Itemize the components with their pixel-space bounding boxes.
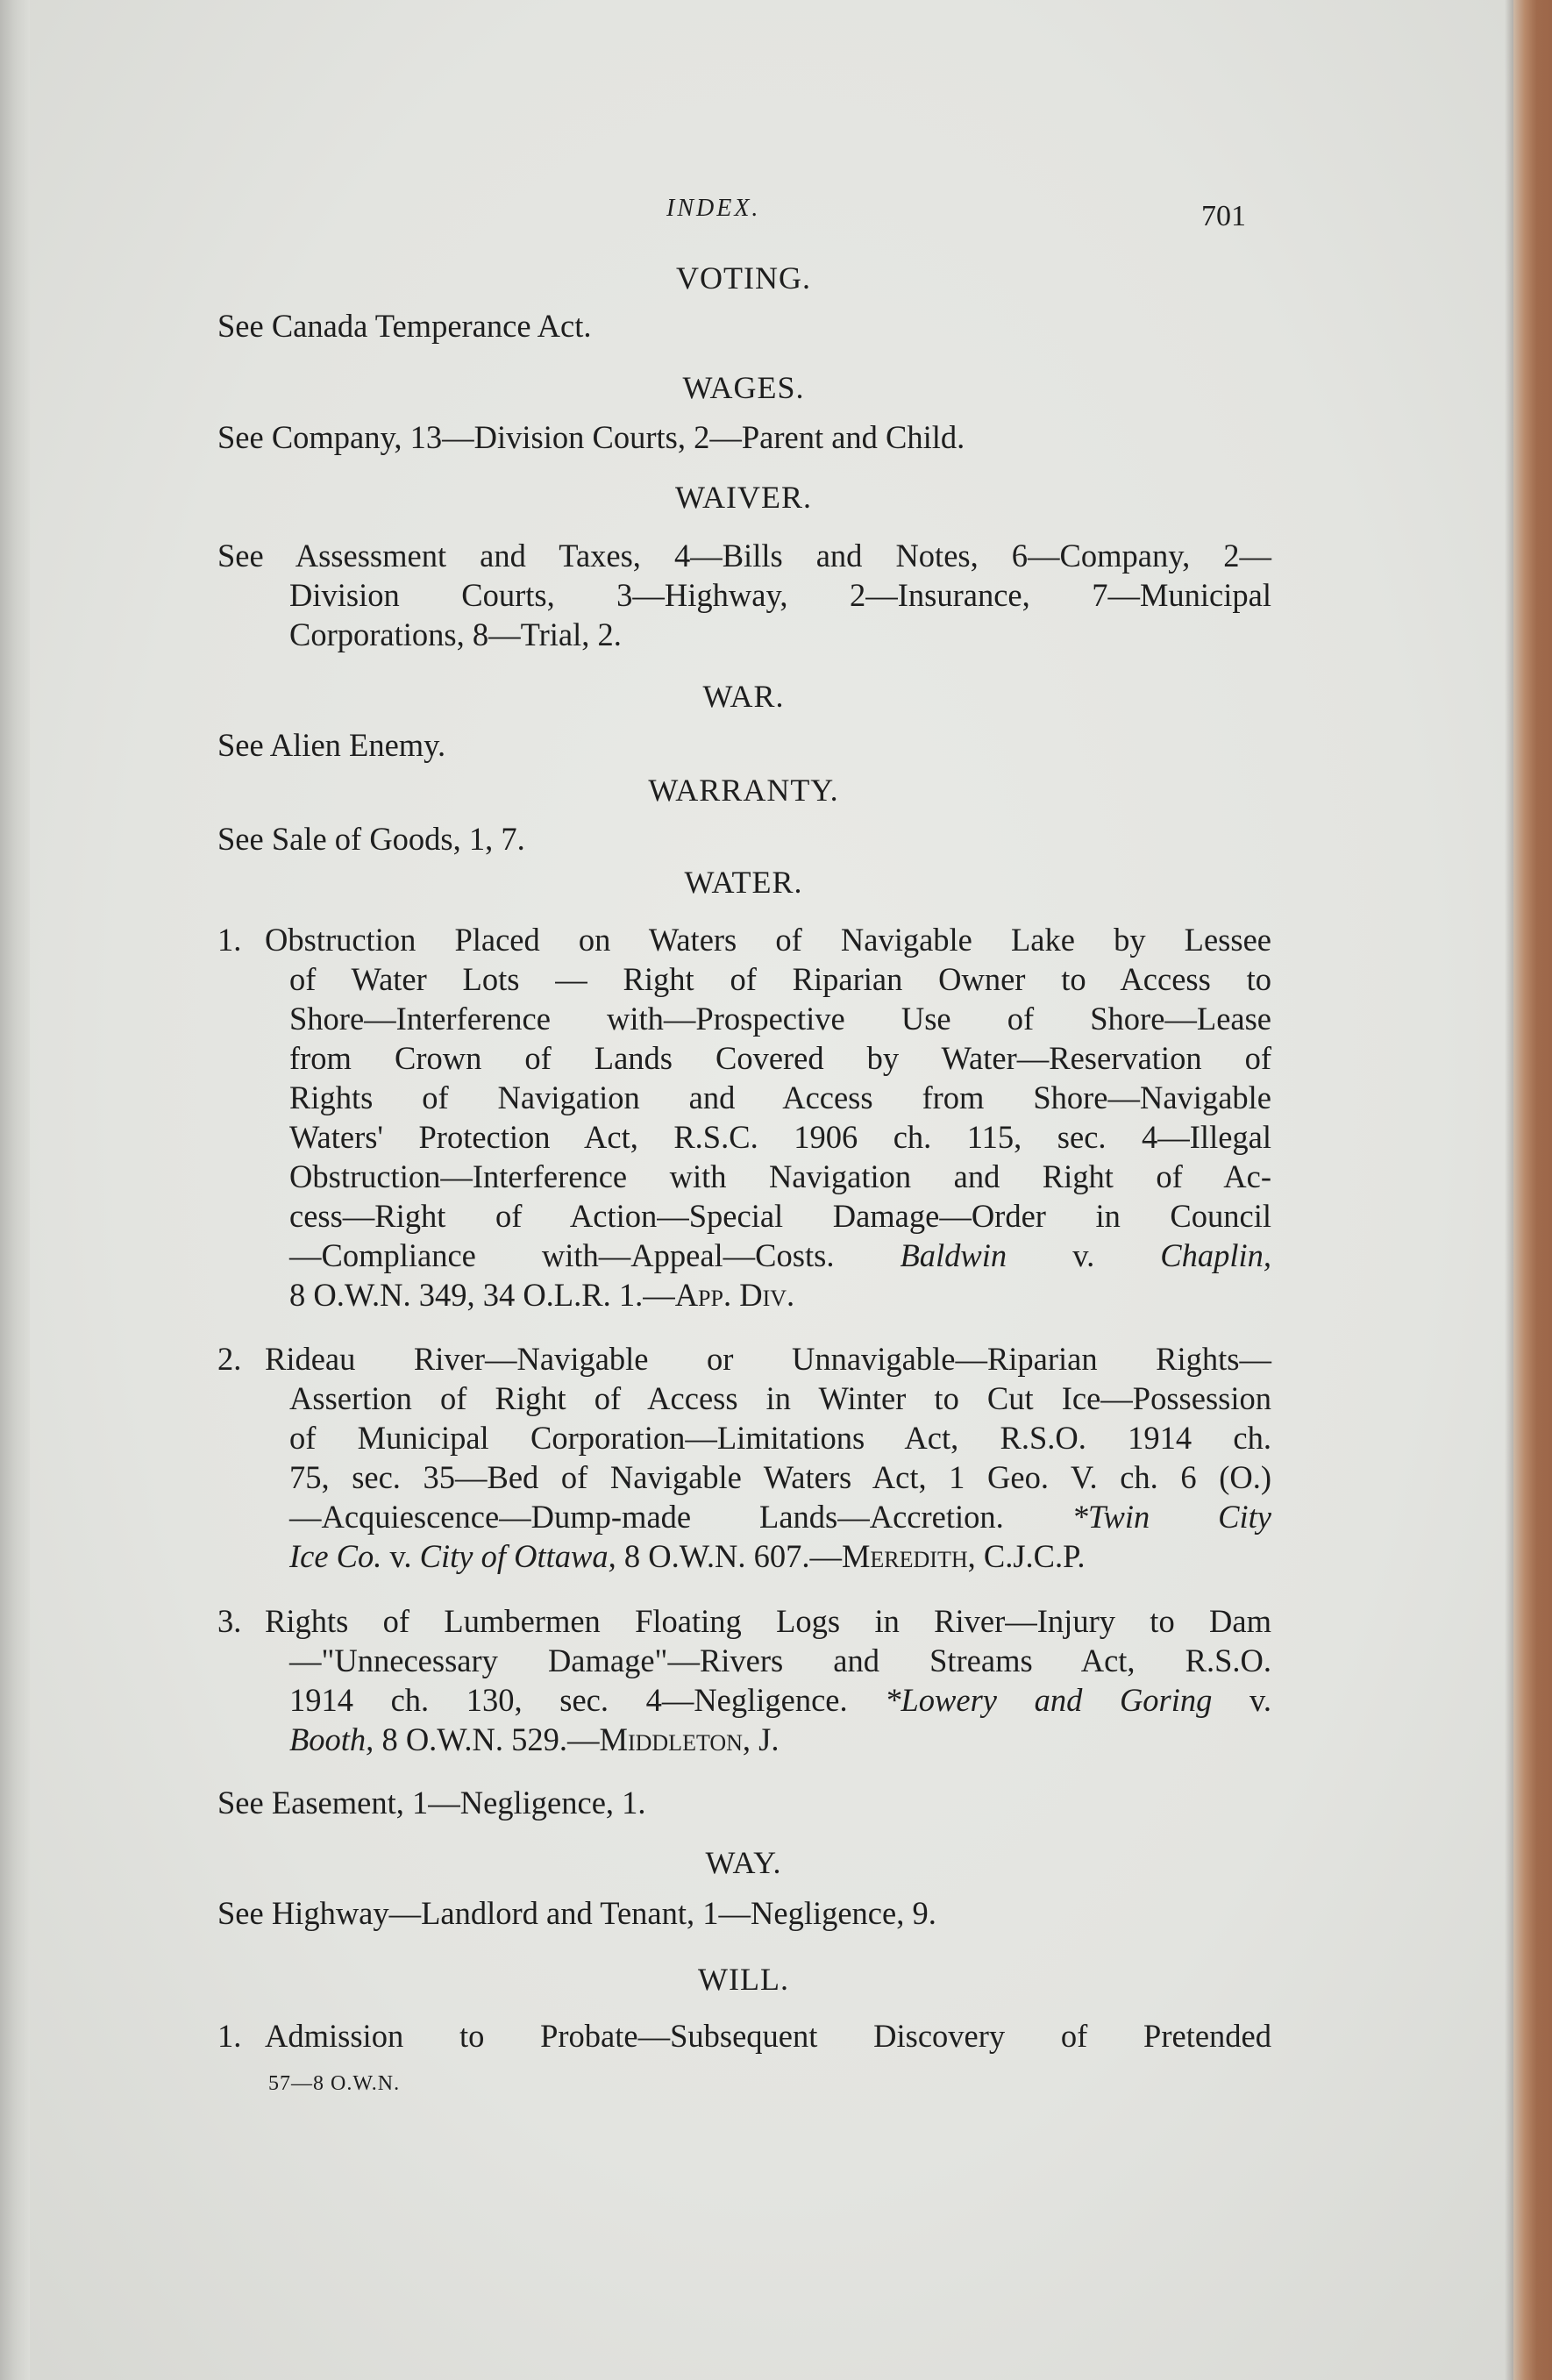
entry-line <box>289 1498 1271 1536</box>
entry-line: of Water Lots — Right of Riparian Owner to Access to <box>289 961 1271 997</box>
entry-line: —"Unnecessary Damage"—Rivers and Streams Act, R.S.O. <box>289 1642 1271 1678</box>
entry-citation: 8 O.W.N. 349, 34 O.L.R. 1.— <box>289 1277 675 1313</box>
judge-name: Middleton, J. <box>599 1721 780 1757</box>
entry-line: Shore—Interference with—Prospective Use of Shore—Lease <box>289 1001 1271 1037</box>
entry-line: Rights of Lumbermen Floating Logs in River—Injury to Dam <box>265 1603 1271 1639</box>
see-also-voting: See Canada Temperance Act. <box>217 308 592 344</box>
heading-war: WAR. <box>702 679 785 714</box>
entry-text: —Acquiescence—Dump-made Lands—Accretion. <box>289 1499 1004 1535</box>
entry-citation: 8 O.W.N. 607.— <box>623 1538 842 1574</box>
page-binding-gutter <box>0 0 30 2380</box>
case-party: Baldwin <box>900 1237 1007 1273</box>
heading-voting: VOTING. <box>676 260 811 296</box>
court-name: App. Div. <box>674 1277 795 1313</box>
heading-warranty: WARRANTY. <box>648 773 839 808</box>
entry-number: 2. <box>217 1341 242 1377</box>
see-also-war: See Alien Enemy. <box>217 727 446 763</box>
entry-line <box>289 1681 1271 1719</box>
case-versus: v. <box>389 1538 412 1574</box>
heading-wages: WAGES. <box>682 370 805 405</box>
case-versus: v. <box>1072 1237 1095 1273</box>
entry-line: Obstruction—Interference with Navigation and Right of Ac- <box>289 1158 1271 1194</box>
see-also-waiver-line: Division Courts, 3—Highway, 2—Insurance, 7—Municipal <box>289 577 1271 613</box>
entry-line: from Crown of Lands Covered by Water—Reservation of <box>289 1040 1271 1076</box>
page-edge-shadow <box>1505 0 1513 2380</box>
entry-line: Assertion of Right of Access in Winter to Cut Ice—Possession <box>289 1380 1271 1416</box>
entry-text: 1914 ch. 130, sec. 4—Negligence. <box>289 1682 848 1718</box>
entry-line: cess—Right of Action—Special Damage—Order in Council <box>289 1198 1271 1234</box>
heading-way: WAY. <box>705 1845 782 1880</box>
entry-line: of Municipal Corporation—Limitations Act, R.S.O. 1914 ch. <box>289 1420 1271 1456</box>
heading-waiver: WAIVER. <box>675 480 812 515</box>
signature-mark: 57—8 O.W.N. <box>268 2072 401 2095</box>
entry-line <box>289 1236 1271 1274</box>
entry-number: 1. <box>217 2018 242 2054</box>
judge-name: Meredith, C.J.C.P. <box>841 1538 1086 1574</box>
page-number: 701 <box>1201 200 1246 232</box>
entry-line: Waters' Protection Act, R.S.C. 1906 ch. 115, sec. 4—Illegal <box>289 1119 1271 1155</box>
case-party: *Lowery and Goring <box>885 1682 1213 1718</box>
case-versus: v. <box>1249 1682 1272 1718</box>
entry-number: 3. <box>217 1603 242 1639</box>
entry-line <box>289 1276 794 1314</box>
case-party: *Twin City <box>1071 1499 1271 1535</box>
entry-line <box>289 1537 1086 1575</box>
heading-water: WATER. <box>684 865 803 900</box>
entry-line <box>289 1721 780 1758</box>
heading-will: WILL. <box>698 1962 789 1997</box>
see-also-wages: See Company, 13—Division Courts, 2—Parent and Child. <box>217 419 965 455</box>
see-also-waiver-line: Corporations, 8—Trial, 2. <box>289 616 622 652</box>
entry-line: Rights of Navigation and Access from Shore—Navigable <box>289 1080 1271 1115</box>
running-title: INDEX. <box>666 195 761 222</box>
see-also-waiver-line: See Assessment and Taxes, 4—Bills and Notes, 6—Company, 2— <box>217 538 1271 574</box>
see-also-warranty: See Sale of Goods, 1, 7. <box>217 821 525 857</box>
entry-number: 1. <box>217 922 242 958</box>
case-party: City of Ottawa, <box>419 1538 616 1574</box>
case-party: Ice Co. <box>289 1538 382 1574</box>
entry-line: Rideau River—Navigable or Unnavigable—Riparian Rights— <box>265 1341 1271 1377</box>
entry-line: 75, sec. 35—Bed of Navigable Waters Act, 1 Geo. V. ch. 6 (O.) <box>289 1459 1271 1495</box>
case-party: Booth, <box>289 1721 374 1757</box>
see-also-way: See Highway—Landlord and Tenant, 1—Negligence, 9. <box>217 1895 936 1931</box>
entry-text: —Compliance with—Appeal—Costs. <box>289 1237 835 1273</box>
page-edge <box>1513 0 1552 2380</box>
entry-line: Admission to Probate—Subsequent Discovery of Pretended <box>265 2018 1271 2054</box>
see-also-water: See Easement, 1—Negligence, 1. <box>217 1785 646 1821</box>
case-party: Chaplin, <box>1160 1237 1272 1273</box>
entry-line: Obstruction Placed on Waters of Navigable Lake by Lessee <box>265 922 1271 958</box>
entry-citation: 8 O.W.N. 529.— <box>381 1721 600 1757</box>
